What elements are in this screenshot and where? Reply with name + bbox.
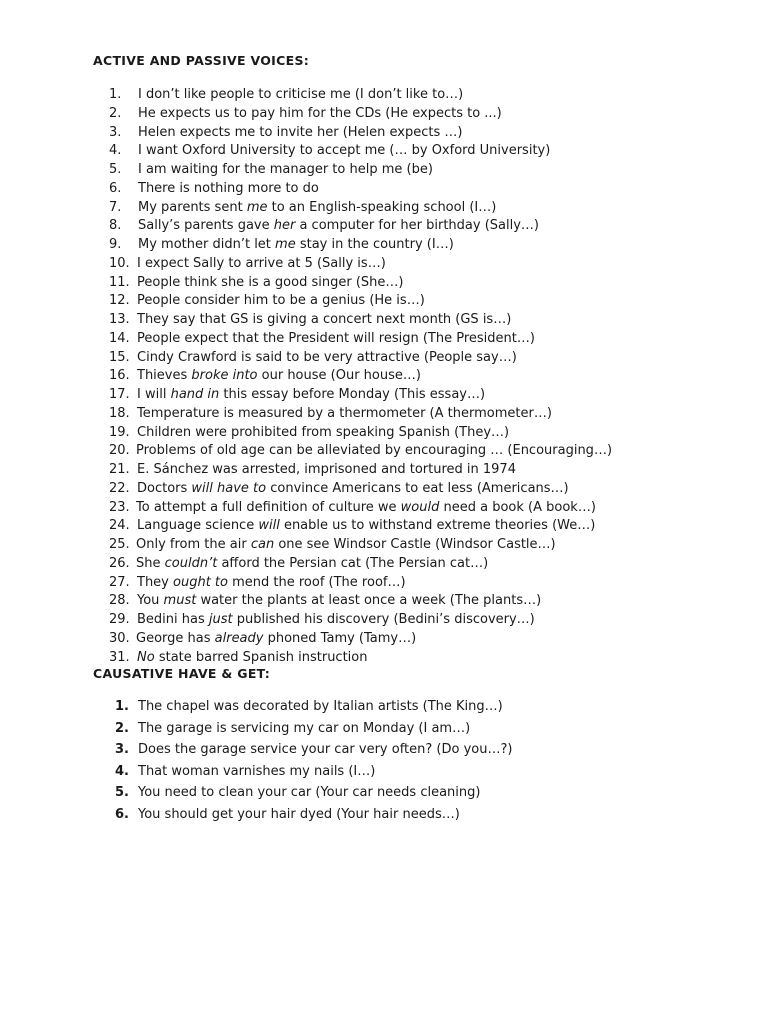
exercise-sentence: [138, 161, 433, 179]
sentence-text: That woman varnishes my nails (I…): [138, 763, 376, 779]
exercise-sentence: [136, 442, 612, 460]
exercise-number: 5.: [109, 162, 122, 177]
exercise-number: 26.: [109, 555, 130, 571]
exercise-sentence: [137, 517, 595, 535]
exercise-sentence: [138, 697, 503, 717]
sentence-text: Language science: [137, 518, 259, 534]
sentence-text: our house (Our house…): [257, 368, 421, 384]
exercise-sentence: [137, 349, 517, 367]
sentence-text: People expect that the President will resign (The President…): [137, 330, 535, 346]
exercise-sentence: [138, 124, 462, 142]
sentence-text: state barred Spanish instruction: [154, 649, 368, 665]
sentence-text: You: [137, 593, 164, 609]
exercise-number: 31.: [109, 649, 130, 665]
emphasized-text: couldn’t: [164, 555, 218, 571]
exercise-sentence: [137, 255, 386, 273]
exercise-sentence: [138, 236, 454, 254]
exercise-number: 25.: [109, 537, 130, 552]
sentence-text: The chapel was decorated by Italian artists (The King…): [138, 699, 503, 714]
exercise-sentence: [136, 536, 556, 554]
exercise-number: 11.: [109, 274, 130, 290]
exercise-number: 22.: [109, 480, 130, 496]
emphasized-text: broke into: [191, 368, 258, 384]
emphasized-text: ought to: [173, 574, 228, 590]
exercise-number: 6.: [115, 806, 129, 822]
emphasized-text: No: [137, 649, 155, 665]
sentence-text: water the plants at least once a week (The plants…): [196, 593, 542, 609]
sentence-text: You should get your hair dyed (Your hair needs…): [138, 806, 460, 822]
sentence-text: E. Sánchez was arrested, imprisoned and tortured in 1974: [137, 462, 516, 477]
exercise-sentence: [137, 274, 403, 292]
sentence-text: need a book (A book…): [439, 499, 596, 515]
exercise-sentence: [137, 311, 511, 329]
exercise-sentence: [136, 555, 488, 573]
exercise-number: 18.: [109, 405, 130, 421]
sentence-text: one see Windsor Castle (Windsor Castle…): [274, 537, 556, 552]
sentence-text: enable us to withstand extreme theories (We…): [279, 518, 596, 534]
exercise-sentence: [137, 649, 367, 667]
exercise-number: 7.: [109, 199, 122, 215]
exercise-number: 5.: [115, 785, 129, 800]
exercise-number: 3.: [115, 742, 129, 757]
exercise-number: 24.: [109, 518, 130, 534]
exercise-number: 27.: [109, 574, 130, 590]
exercise-sentence: [136, 630, 416, 648]
sentence-text: She: [136, 555, 165, 571]
exercise-number: 19.: [109, 424, 130, 440]
exercise-number: 1.: [109, 87, 122, 102]
exercise-sentence: [138, 142, 550, 160]
exercise-sentence: [137, 292, 425, 310]
exercise-sentence: [138, 762, 375, 782]
sentence-text: My mother didn’t let: [138, 237, 276, 252]
sentence-text: Children were prohibited from speaking Spanish (They…): [137, 424, 510, 440]
exercise-sentence: [138, 740, 512, 760]
sentence-text: Helen expects me to invite her (Helen expects …): [138, 124, 463, 140]
emphasized-text: already: [214, 630, 264, 646]
emphasized-text: just: [208, 612, 233, 627]
exercise-sentence: [138, 217, 539, 235]
exercise-sentence: [137, 611, 535, 629]
section-title-active-passive: ACTIVE AND PASSIVE VOICES:: [93, 53, 310, 68]
sentence-text: There is nothing more to do: [138, 180, 319, 196]
exercise-number: 21.: [109, 462, 130, 477]
sentence-text: to an English-speaking school (I…): [267, 199, 497, 215]
sentence-text: Cindy Crawford is said to be very attractive (People say…): [137, 349, 517, 365]
exercise-number: 28.: [109, 593, 130, 609]
exercise-number: 15.: [109, 349, 130, 365]
sentence-text: To attempt a full definition of culture we: [136, 499, 401, 515]
exercise-number: 2.: [109, 105, 122, 121]
emphasized-text: will: [258, 518, 280, 534]
sentence-text: You need to clean your car (Your car needs cleaning): [138, 785, 481, 800]
emphasized-text: hand in: [170, 387, 220, 402]
exercise-sentence: [137, 592, 541, 610]
sentence-text: phoned Tamy (Tamy…): [263, 630, 417, 646]
sentence-text: The garage is servicing my car on Monday (I am…): [138, 720, 471, 736]
exercise-number: 16.: [109, 368, 130, 384]
sentence-text: afford the Persian cat (The Persian cat…): [217, 555, 489, 571]
exercise-number: 30.: [109, 630, 130, 646]
sentence-text: People consider him to be a genius (He is…): [137, 293, 425, 309]
emphasized-text: will have to: [191, 480, 267, 496]
emphasized-text: me: [246, 199, 268, 215]
exercise-number: 10.: [109, 255, 130, 271]
emphasized-text: her: [273, 218, 296, 234]
sentence-text: I don’t like people to criticise me (I don’t like to…): [138, 87, 464, 102]
exercise-sentence: [138, 180, 319, 198]
exercise-number: 20.: [109, 443, 130, 459]
sentence-text: convince Americans to eat less (Americans…): [266, 480, 569, 496]
exercise-sentence: [138, 719, 470, 739]
sentence-text: They: [137, 574, 174, 590]
sentence-text: Problems of old age can be alleviated by encouraging … (Encouraging…): [136, 443, 613, 459]
exercise-number: 23.: [109, 499, 130, 515]
exercise-number: 8.: [109, 218, 122, 234]
exercise-sentence: [137, 461, 516, 479]
emphasized-text: must: [163, 593, 197, 609]
exercise-sentence: [137, 480, 569, 498]
sentence-text: I am waiting for the manager to help me (be): [138, 162, 433, 177]
sentence-text: Thieves: [137, 368, 192, 384]
sentence-text: Does the garage service your car very often? (Do you…?): [138, 742, 513, 757]
sentence-text: Temperature is measured by a thermometer (A thermometer…): [137, 405, 552, 421]
sentence-text: My parents sent: [138, 199, 247, 215]
exercise-number: 4.: [109, 143, 122, 159]
sentence-text: George has: [136, 630, 215, 646]
exercise-sentence: [138, 805, 460, 825]
exercise-number: 13.: [109, 312, 130, 327]
emphasized-text: would: [400, 499, 440, 515]
exercise-number: 3.: [109, 124, 122, 140]
exercise-number: 1.: [115, 699, 129, 714]
exercise-sentence: [137, 424, 509, 442]
exercise-number: 29.: [109, 612, 130, 627]
sentence-text: Doctors: [137, 480, 192, 496]
exercise-sentence: [138, 783, 480, 803]
section-title-causative: CAUSATIVE HAVE & GET:: [93, 666, 271, 681]
exercise-number: 9.: [109, 237, 122, 252]
exercise-number: 4.: [115, 763, 129, 779]
exercise-number: 12.: [109, 293, 130, 309]
sentence-text: Only from the air: [136, 537, 251, 552]
exercise-number: 6.: [109, 180, 122, 196]
sentence-text: published his discovery (Bedini’s discovery…): [232, 612, 535, 627]
exercise-sentence: [138, 105, 502, 123]
sentence-text: this essay before Monday (This essay…): [219, 387, 486, 402]
sentence-text: People think she is a good singer (She…): [137, 274, 404, 290]
emphasized-text: me: [275, 237, 296, 252]
sentence-text: stay in the country (I…): [295, 237, 454, 252]
exercise-sentence: [137, 367, 421, 385]
sentence-text: I will: [137, 387, 171, 402]
sentence-text: I want Oxford University to accept me (… by Oxford University): [138, 143, 551, 159]
exercise-sentence: [137, 574, 406, 592]
sentence-text: a computer for her birthday (Sally…): [295, 218, 539, 234]
sentence-text: mend the roof (The roof…): [227, 574, 406, 590]
sentence-text: I expect Sally to arrive at 5 (Sally is…): [137, 255, 386, 271]
exercise-sentence: [137, 386, 485, 404]
exercise-sentence: [138, 199, 496, 217]
exercise-sentence: [138, 86, 463, 104]
exercise-sentence: [136, 499, 596, 517]
exercise-number: 2.: [115, 720, 129, 736]
exercise-number: 14.: [109, 330, 130, 346]
sentence-text: Bedini has: [137, 612, 209, 627]
sentence-text: They say that GS is giving a concert next month (GS is…): [137, 312, 512, 327]
sentence-text: He expects us to pay him for the CDs (He expects to ...): [138, 105, 502, 121]
sentence-text: Sally’s parents gave: [138, 218, 274, 234]
exercise-number: 17.: [109, 387, 130, 402]
exercise-sentence: [137, 330, 535, 348]
exercise-sentence: [137, 405, 552, 423]
emphasized-text: can: [250, 537, 275, 552]
